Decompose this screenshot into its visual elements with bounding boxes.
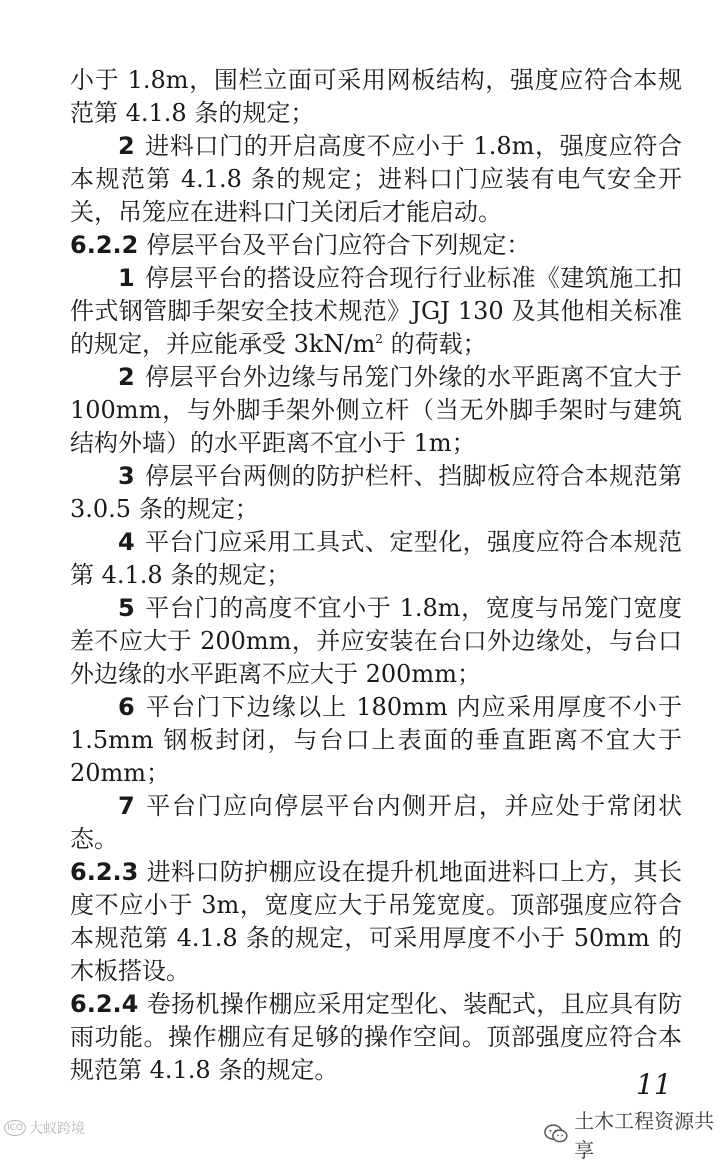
item-text: 停层平台外边缘与吊笼门外缘的水平距离不宜大于 100mm，与外脚手架外侧立杆（当无外脚手架时与建筑结构外墙）的水平距离不宜小于 1m；	[70, 363, 682, 457]
clause-text: 进料口防护棚应设在提升机地面进料口上方，其长度不应小于 3m，宽度应大于吊笼宽度。顶部强度应符合本规范第 4.1.8 条的规定，可采用厚度不小于 50mm 的木板搭设。	[70, 858, 682, 985]
item-text: 停层平台的搭设应符合现行行业标准《建筑施工扣件式钢管脚手架安全技术规范》JGJ 130 及其他相关标准的规定，并应能承受 3kN/m	[70, 264, 682, 358]
list-item	[70, 262, 682, 361]
paragraph-continuation: 小于 1.8m，围栏立面可采用网板结构，强度应符合本规范第 4.1.8 条的规定；	[70, 66, 682, 127]
item-text: 进料口门的开启高度不应小于 1.8m，强度应符合本规范第 4.1.8 条的规定；进料口门应装有电气安全开关，吊笼应在进料口门关闭后才能启动。	[70, 132, 682, 226]
clause-number: 6.2.2	[70, 231, 139, 259]
list-item	[70, 460, 682, 526]
item-text: 停层平台两侧的防护栏杆、挡脚板应符合本规范第 3.0.5 条的规定；	[70, 462, 682, 523]
item-number: 2	[118, 132, 135, 160]
watermark-right	[540, 1103, 727, 1165]
clause-text: 卷扬机操作棚应采用定型化、装配式，且应具有防雨功能。操作棚应有足够的操作空间。顶部强度应符合本规范第 4.1.8 条的规定。	[70, 990, 682, 1084]
item-text: 平台门的高度不宜小于 1.8m，宽度与吊笼门宽度差不应大于 200mm，并应安装在台口外边缘处，与台口外边缘的水平距离不应大于 200mm；	[70, 594, 682, 688]
item-text-after: 的荷载；	[382, 330, 487, 358]
item-text: 平台门应采用工具式、定型化，强度应符合本规范第 4.1.8 条的规定；	[70, 528, 682, 589]
body-text	[70, 64, 682, 1087]
list-item	[70, 130, 682, 229]
clause-number: 6.2.3	[70, 858, 139, 886]
item-number: 3	[118, 462, 135, 490]
item-number: 4	[118, 528, 135, 556]
list-item	[70, 790, 682, 856]
watermark-left	[4, 1118, 85, 1138]
item-number: 7	[118, 792, 135, 820]
clause-text: 停层平台及平台门应符合下列规定：	[146, 231, 531, 259]
item-number: 5	[118, 594, 135, 622]
superscript: 2	[375, 332, 383, 346]
item-text: 平台门下边缘以上 180mm 内应采用厚度不小于 1.5mm 钢板封闭，与台口上表面的垂直距离不宜大于 20mm；	[70, 693, 682, 787]
watermark-left-text: 大蚁跨境	[29, 1121, 85, 1137]
list-item	[70, 691, 682, 790]
page-number: 11	[636, 1068, 672, 1101]
clause-heading	[70, 988, 682, 1087]
item-number: 1	[118, 264, 135, 292]
watermark-logo-icon: ICO	[4, 1120, 26, 1136]
clause-heading	[70, 856, 682, 988]
watermark-right-text: 土木工程资源共享	[574, 1109, 715, 1162]
clause-number: 6.2.4	[70, 990, 139, 1018]
list-item	[70, 592, 682, 691]
item-text: 平台门应向停层平台内侧开启，并应处于常闭状态。	[70, 792, 682, 853]
list-item	[70, 361, 682, 460]
list-item	[70, 526, 682, 592]
item-number: 2	[118, 363, 135, 391]
item-number: 6	[118, 693, 135, 721]
clause-heading	[70, 229, 682, 262]
